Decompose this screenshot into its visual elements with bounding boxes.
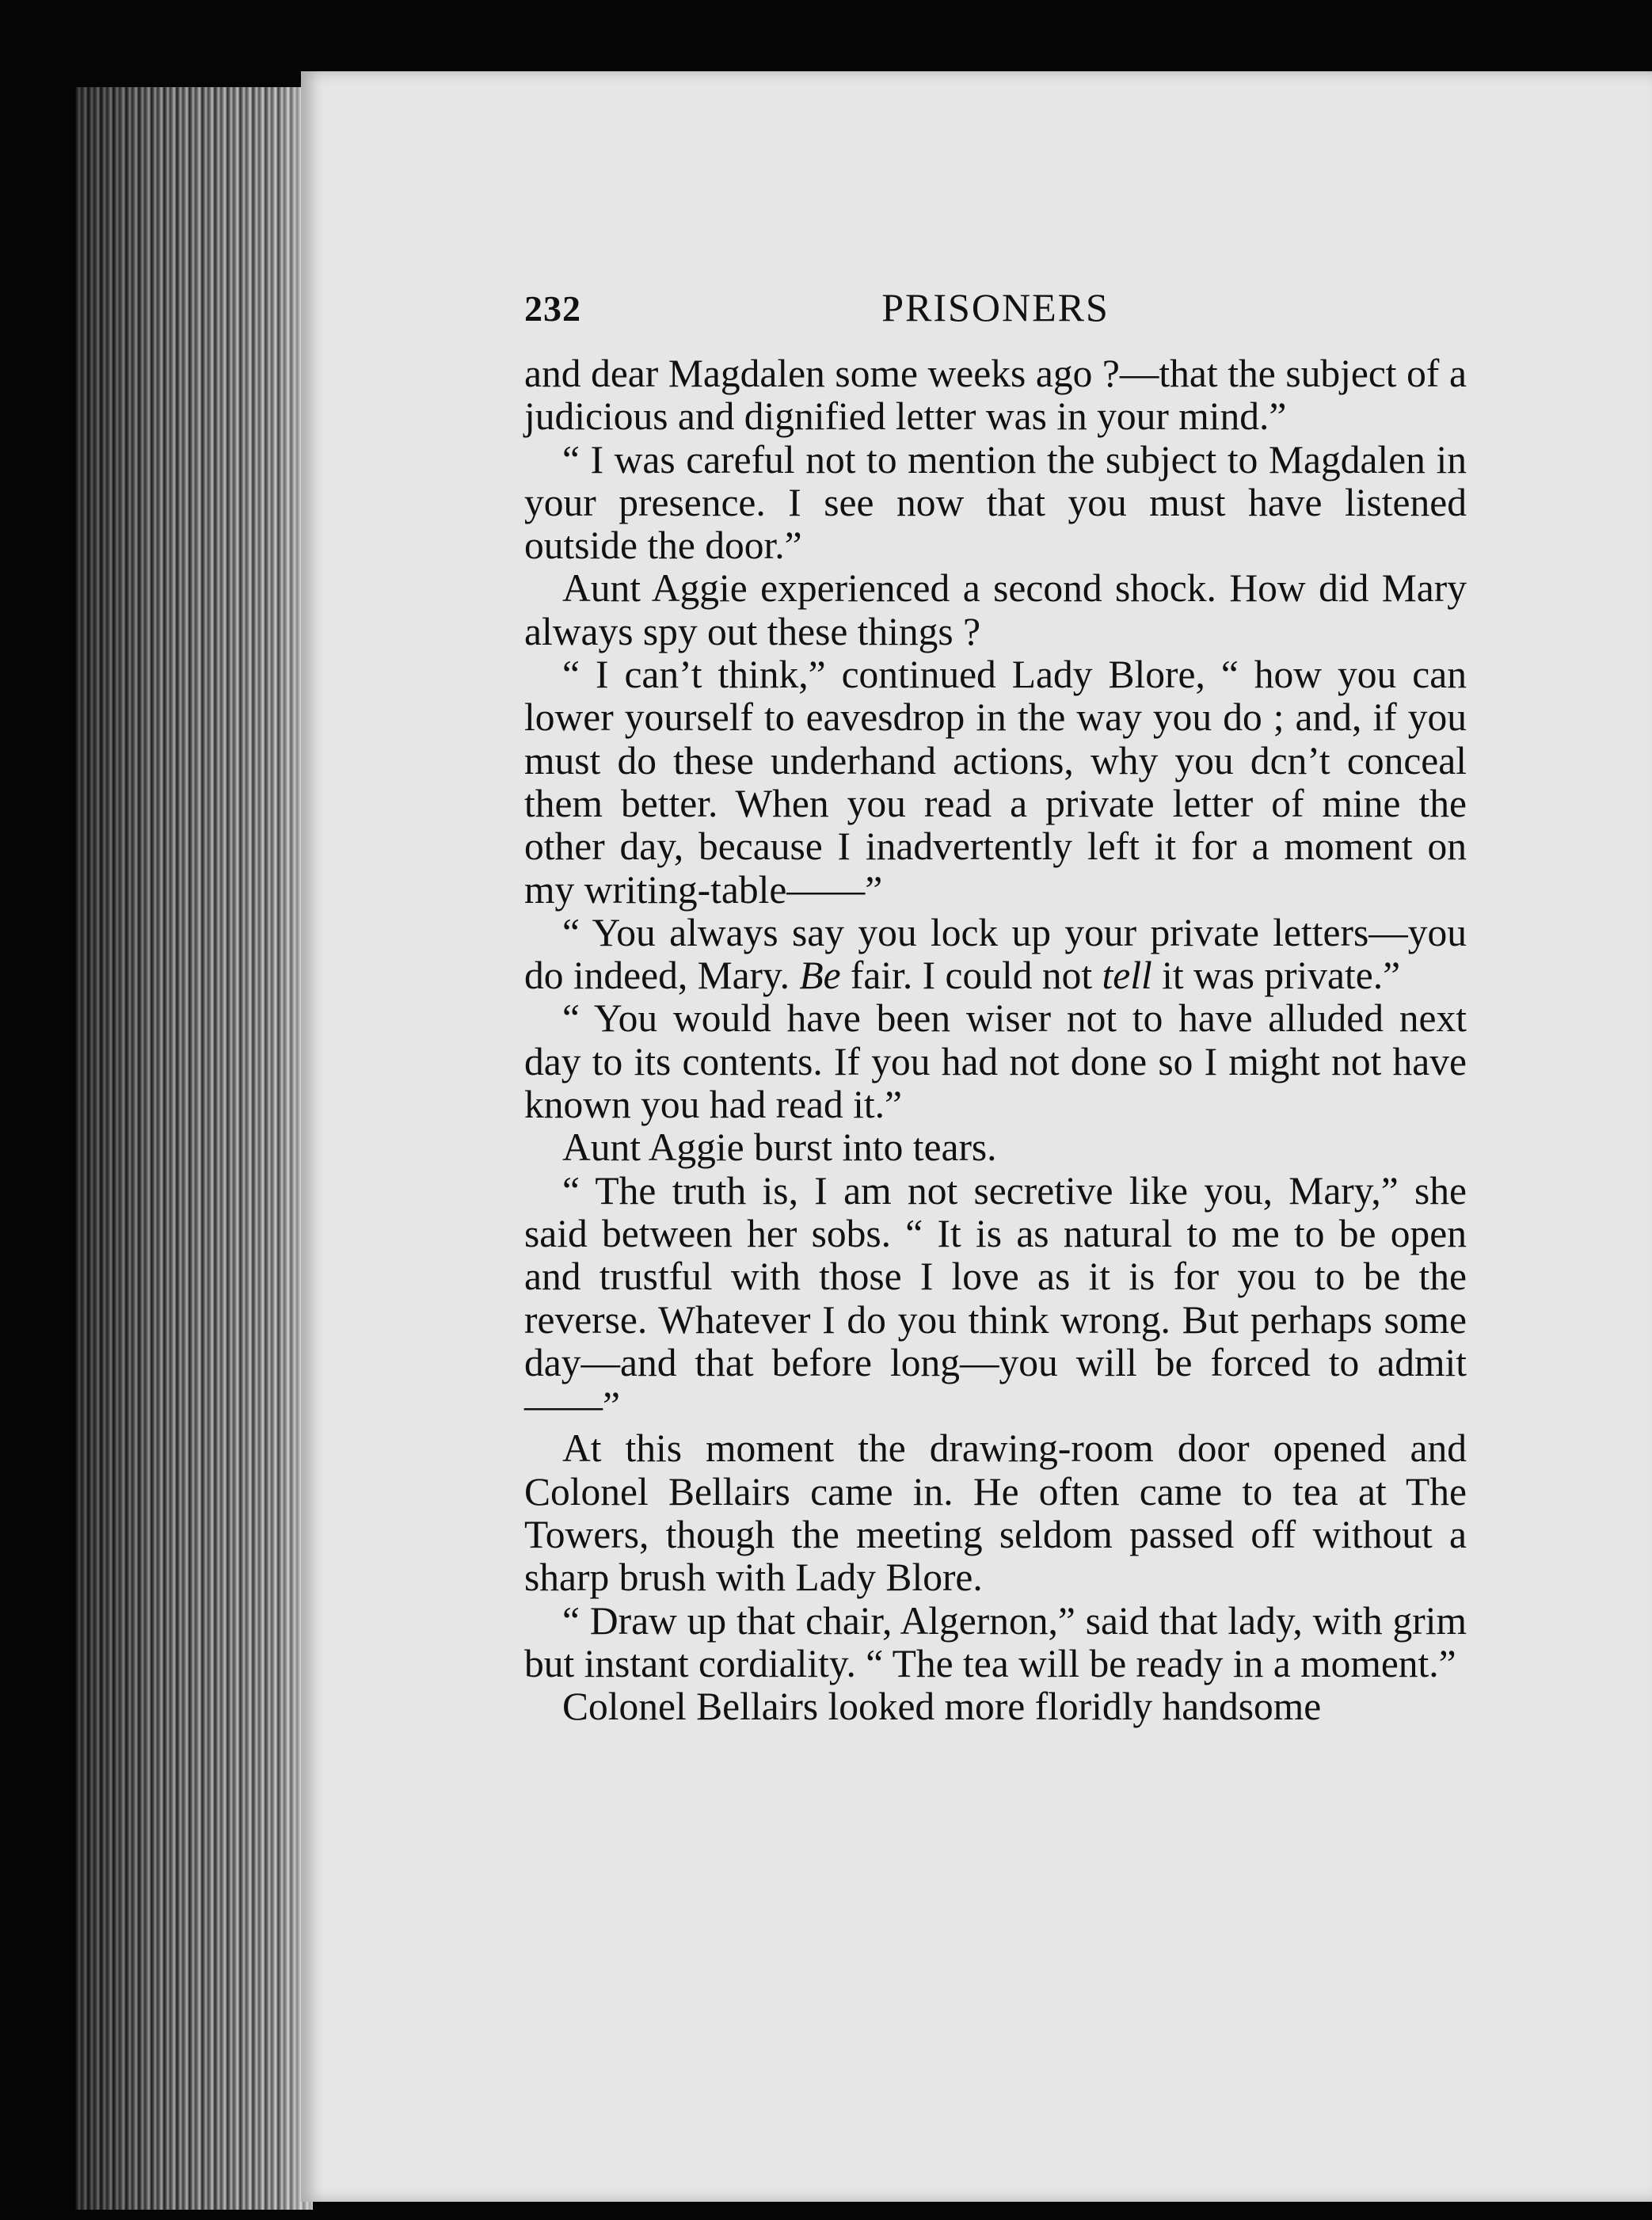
paragraph: Colonel Bellairs looked more floridly handsome — [562, 1685, 1322, 1729]
paragraph: and dear Magdalen some weeks ago ?—that the subject of a judicious and dignified letter was in your mind.” — [524, 352, 1467, 439]
paragraph: “ The truth is, I am not secretive like you, Mary,” she said between her sobs. “ It is as natural to me to be open and trustful with those I love as it is for you to be the reverse. Whatever I do you think wrong. But perhaps some day—and that before long—you will be forced to admit——” — [524, 1168, 1467, 1428]
paragraph: “ You would have been wiser not to have alluded next day to its contents. If you had not done so I might not have known you had read it.” — [524, 996, 1467, 1127]
page-text-block — [524, 281, 1467, 1729]
paragraph: “ I was careful not to mention the subject to Magdalen in your presence. I see now that you must have listened outside the door.” — [524, 437, 1467, 568]
paragraph: Aunt Aggie burst into tears. — [562, 1125, 997, 1170]
emphasis-text: tell — [1102, 954, 1152, 998]
paragraph — [524, 912, 1467, 998]
running-head: PRISONERS — [881, 285, 1110, 329]
paragraph: At this moment the drawing-room door opened and Colonel Bellairs came in. He often came to tea at The Towers, though the meeting seldom passed off without a sharp brush with Lady Blore. — [524, 1426, 1467, 1600]
paragraph-segment: fair. I could not — [840, 954, 1102, 998]
page-number: 232 — [524, 288, 581, 329]
paragraph: “ I can’t think,” continued Lady Blore, “ how you can lower yourself to eavesdrop in the way you do ; and, if you must do these underhand actions, why you dcn’t conceal them better. When you read a private letter of mine the other day, because I inadvertently left it for a moment on my writing-table——” — [524, 653, 1467, 912]
paragraph-segment: it was private.” — [1151, 954, 1401, 998]
page-header — [524, 281, 1467, 337]
paragraph: Aunt Aggie experienced a second shock. How did Mary always spy out these things ? — [524, 566, 1467, 653]
paragraph-segment: “ You always say you lock up your private letters—you do indeed, Mary. — [524, 910, 1467, 998]
paragraph: “ Draw up that chair, Algernon,” said that lady, with grim but instant cordiality. “ The tea will be ready in a moment.” — [524, 1598, 1467, 1685]
book-page-edges — [75, 87, 313, 2210]
emphasis-text: Be — [799, 954, 841, 998]
